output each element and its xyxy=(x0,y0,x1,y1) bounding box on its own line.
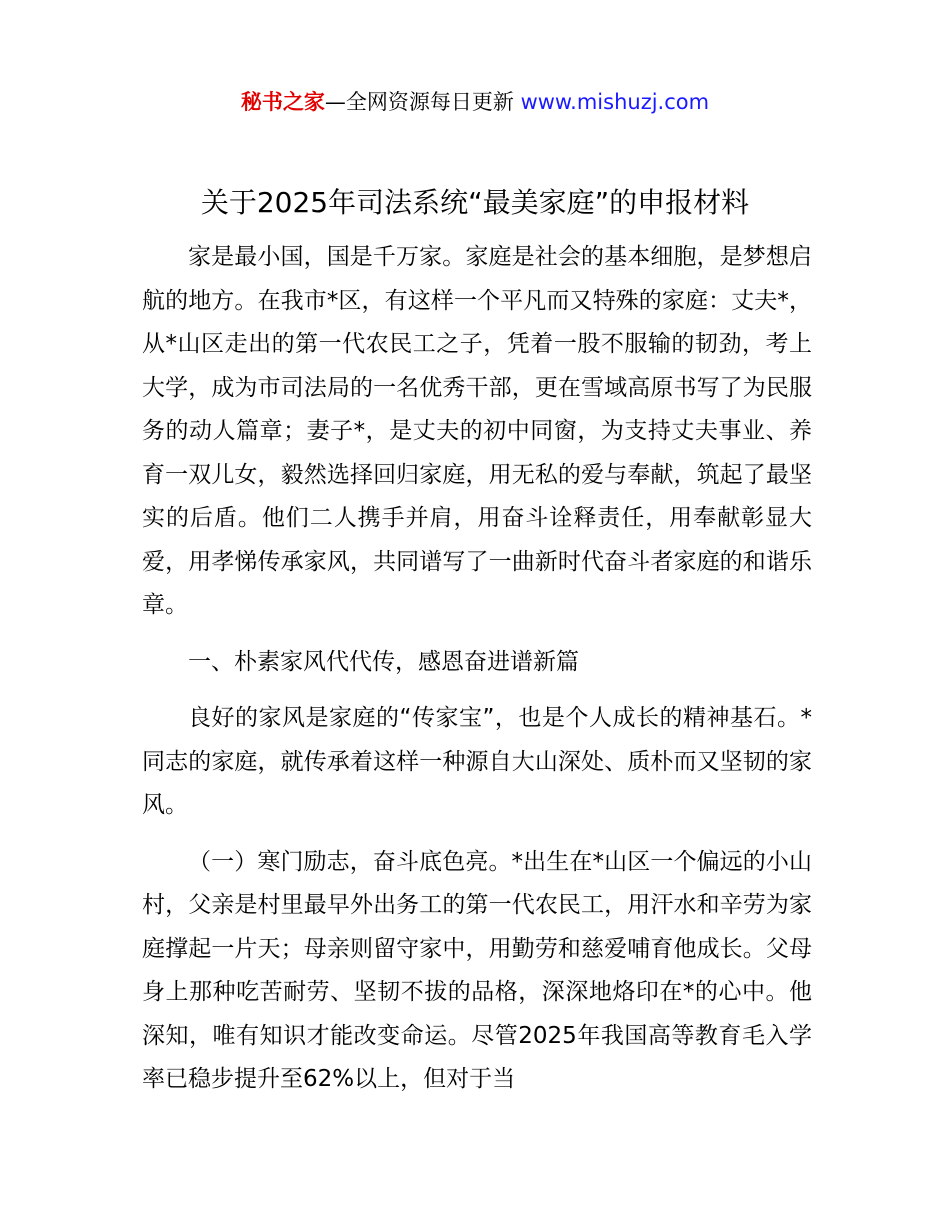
site-brand: 秘书之家 xyxy=(240,90,325,114)
document-body xyxy=(142,236,812,1115)
paragraph-intro: 家是最小国，国是千万家。家庭是社会的基本细胞，是梦想启航的地方。在我市*区，有这样一个平凡而又特殊的家庭：丈夫*，从*山区走出的第一代农民工之子，凭着一股不服输的韧劲，考上大学，成为市司法局的一名优秀干部，更在雪域高原书写了为民服务的动人篇章；妻子*，是丈夫的初中同窗，为支持丈夫事业、养育一双儿女，毅然选择回归家庭，用无私的爱与奉献，筑起了最坚实的后盾。他们二人携手并肩，用奋斗诠释责任，用奉献彰显大爱，用孝悌传承家风，共同谱写了一曲新时代奋斗者家庭的和谐乐章。 xyxy=(142,244,812,618)
site-header xyxy=(0,86,950,118)
paragraph-family-style: 良好的家风是家庭的“传家宝”，也是个人成长的精神基石。*同志的家庭，就传承着这样一种源自大山深处、质朴而又坚韧的家风。 xyxy=(142,705,812,818)
site-tagline: —全网资源每日更新 xyxy=(324,90,514,114)
document-title: 关于2025年司法系统“最美家庭”的申报材料 xyxy=(200,186,750,219)
section-heading-1: 一、朴素家风代代传，感恩奋进谱新篇 xyxy=(188,648,579,675)
paragraph-subsection-1: （一）寒门励志，奋斗底色亮。*出生在*山区一个偏远的小山村，父亲是村里最早外出务工的第一代农民工，用汗水和辛劳为家庭撑起一片天；母亲则留守家中，用勤劳和慈爱哺育他成长。父母身上那种吃苦耐劳、坚韧不拔的品格，深深地烙印在*的心中。他深知，唯有知识才能改变命运。尽管2025年我国高等教育毛入学率已稳步提升至62%以上，但对于当 xyxy=(142,848,812,1092)
site-url-link[interactable]: www.mishuzj.com xyxy=(520,90,710,114)
